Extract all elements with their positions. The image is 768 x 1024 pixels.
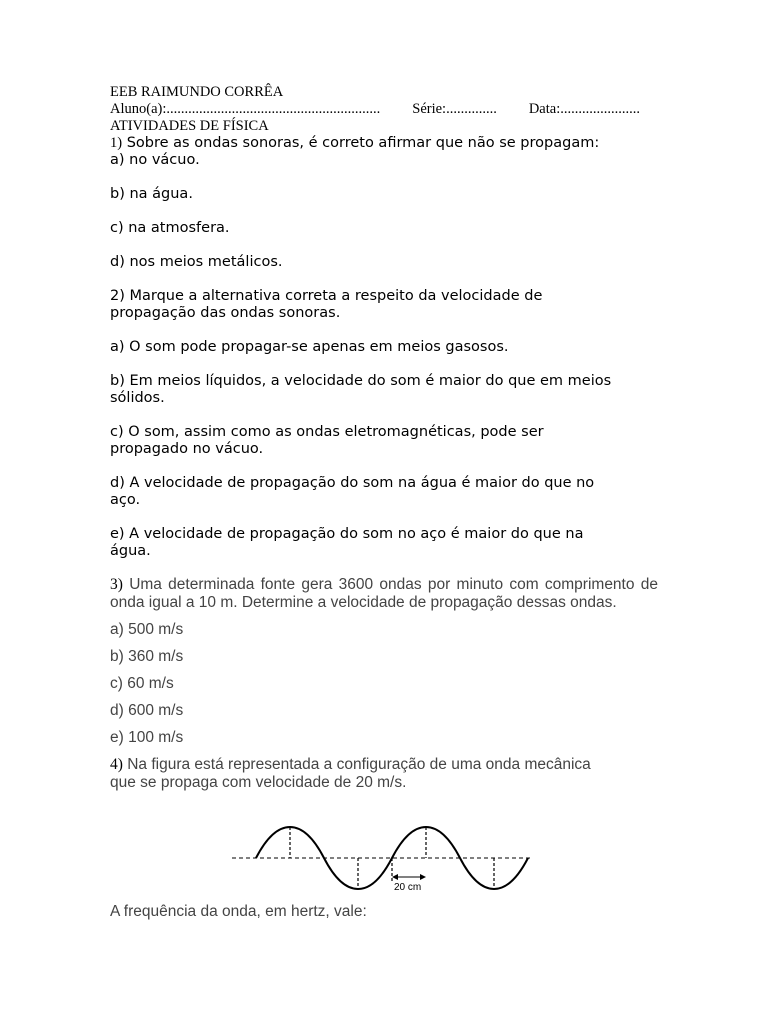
student-info-row [110,101,640,118]
q2-option-e-line-2: água. [110,543,151,559]
q2-option-b-line-1: b) Em meios líquidos, a velocidade do som é maior do que em meios [110,373,612,389]
q2-option-a: a) O som pode propagar-se apenas em meios gasosos. [110,339,509,355]
question-4-line-2: que se propaga com velocidade de 20 m/s. [110,774,407,791]
worksheet-title: ATIVIDADES DE FÍSICA [110,118,269,134]
question-3-text: Uma determinada fonte gera 3600 ondas por minuto com comprimento de onda igual a 10 m. Determine a velocidade de propagação dessas ondas. [110,576,658,611]
q3-option-e: e) 100 m/s [110,729,184,746]
q1-option-d: d) nos meios metálicos. [110,254,283,270]
q3-option-b: b) 360 m/s [110,648,184,665]
q2-option-c-line-2: propagado no vácuo. [110,441,264,457]
q2-option-c [110,424,660,458]
q2-option-e [110,526,660,560]
q2-option-b [110,373,660,407]
question-2 [110,288,660,322]
q3-option-a: a) 500 m/s [110,621,184,638]
serie-field: Série:.............. [412,101,497,117]
q2-option-d [110,475,660,509]
question-4-number: 4) [110,756,123,773]
q2-option-d-line-1: d) A velocidade de propagação do som na água é maior do que no [110,475,595,491]
distance-arrow-head-left [392,874,398,880]
question-3 [110,576,658,612]
q3-option-d: d) 600 m/s [110,702,184,719]
q1-option-b: b) na água. [110,186,193,202]
question-4-line-1 [110,756,660,774]
distance-label: 20 cm [394,882,422,893]
q2-option-d-line-2: aço. [110,492,141,508]
school-name: EEB RAIMUNDO CORRÊA [110,84,284,100]
question-4 [110,756,660,792]
question-1 [110,135,660,152]
question-1-text: Sobre as ondas sonoras, é correto afirmar que não se propagam: [122,135,600,151]
question-2-line-2: propagação das ondas sonoras. [110,305,341,321]
question-4-prompt: A frequência da onda, em hertz, vale: [110,903,367,920]
wave-figure [230,820,535,895]
q2-option-b-line-2: sólidos. [110,390,165,406]
q1-option-c: c) na atmosfera. [110,220,230,236]
q2-option-e-line-1: e) A velocidade de propagação do som no aço é maior do que na [110,526,584,542]
question-1-number: 1) [110,135,123,151]
q3-option-c: c) 60 m/s [110,675,174,692]
aluno-field: Aluno(a):........................................................... [110,101,381,117]
data-field: Data:...................... [528,101,640,117]
q1-option-a: a) no vácuo. [110,152,200,168]
question-3-number: 3) [110,576,123,593]
q2-option-c-line-1: c) O som, assim como as ondas eletromagnéticas, pode ser [110,424,544,440]
question-2-line-1: 2) Marque a alternativa correta a respeito da velocidade de [110,288,543,304]
distance-arrow-head-right [420,874,426,880]
question-4-text: Na figura está representada a configuração de uma onda mecânica [122,756,591,773]
worksheet-page [110,84,660,792]
